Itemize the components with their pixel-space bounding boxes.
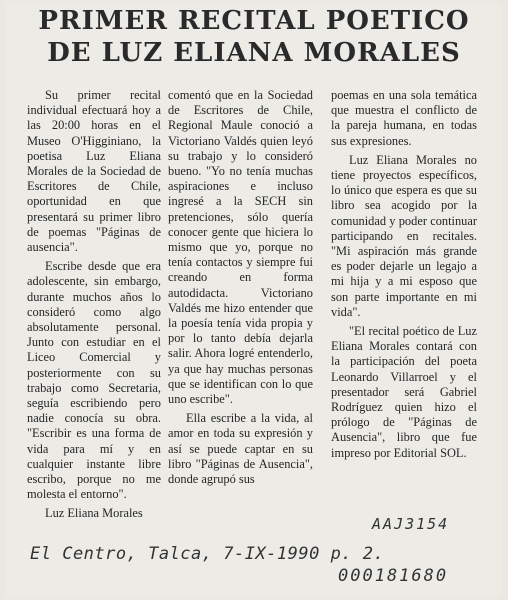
headline-line-2: DE LUZ ELIANA MORALES <box>47 38 461 68</box>
article-column-3 <box>331 88 477 461</box>
article-column-1 <box>27 88 161 522</box>
paragraph: Su primer recital individual efectuará hoy a las 20:00 horas en el Museo O'Higginiano, la poetisa Luz Eliana Morales de la Sociedad de Escritores de Chile, oportunidad en que presentará su primer libro de poemas "Páginas de ausencia". <box>27 88 161 255</box>
handwritten-source-note: El Centro, Talca, 7-IX-1990 p. 2. <box>30 544 385 564</box>
paragraph: "El recital poético de Luz Eliana Morales contará con la participación del poeta Leonardo Villarroel y el presentador será Gabriel Rodríguez quien hizo el prólogo de "Páginas de Ausencia", libro que fue impreso por Editorial SOL. <box>331 324 477 460</box>
headline <box>0 6 508 68</box>
paragraph: poemas en una sola temática que muestra el conflicto de la pareja humana, en todas sus expresiones. <box>331 88 477 148</box>
paragraph: Escribe desde que era adolescente, sin embargo, durante muchos años lo consideró como algo absolutamente personal. Junto con estudiar en el Liceo Comercial y posteriormente con su trabajo como Secretaria, seguía escribiendo pero nadie conocía su obra. "Escribir es una forma de vida para mí y en cualquier instante libre escribo, porque no me molesta el entorno". <box>27 259 161 502</box>
paragraph: Ella escribe a la vida, al amor en toda su expresión y así se puede captar en su libro "Páginas de Ausencia", donde agrupó sus <box>168 411 313 487</box>
handwritten-catalog-code: AAJ3154 <box>372 515 450 533</box>
paragraph: Luz Eliana Morales no tiene proyectos específicos, lo único que espera es que su libro sea acogido por la comunidad y poder continuar participando en recitales. "Mi aspiración más grande es poder dejarle un legajo a mi hija y a mi esposo que son parte importante en mi vida". <box>331 152 477 319</box>
headline-line-1: PRIMER RECITAL POETICO <box>38 6 470 36</box>
handwritten-record-number: 000181680 <box>338 566 449 586</box>
paragraph: comentó que en la Sociedad de Escritores de Chile, Regional Maule conoció a Victoriano Valdés quien leyó su trabajo y lo consideró bueno. "Yo no tenía muchas aspiraciones e incluso ingresé a la SECH sin pretenciones, sólo quería conocer gente que hiciera lo mismo que yo, porque no tenía contactos y siempre fui creando en forma autodidacta. Victoriano Valdés me hizo entender que la poesía tenía vida propia y por lo tanto debía dejarla salir. Ahora logré entenderlo, ya que hay muchas personas que se identifican con lo que uno escribe". <box>168 88 313 407</box>
paragraph: Luz Eliana Morales <box>45 506 143 521</box>
article-column-2 <box>168 88 313 487</box>
